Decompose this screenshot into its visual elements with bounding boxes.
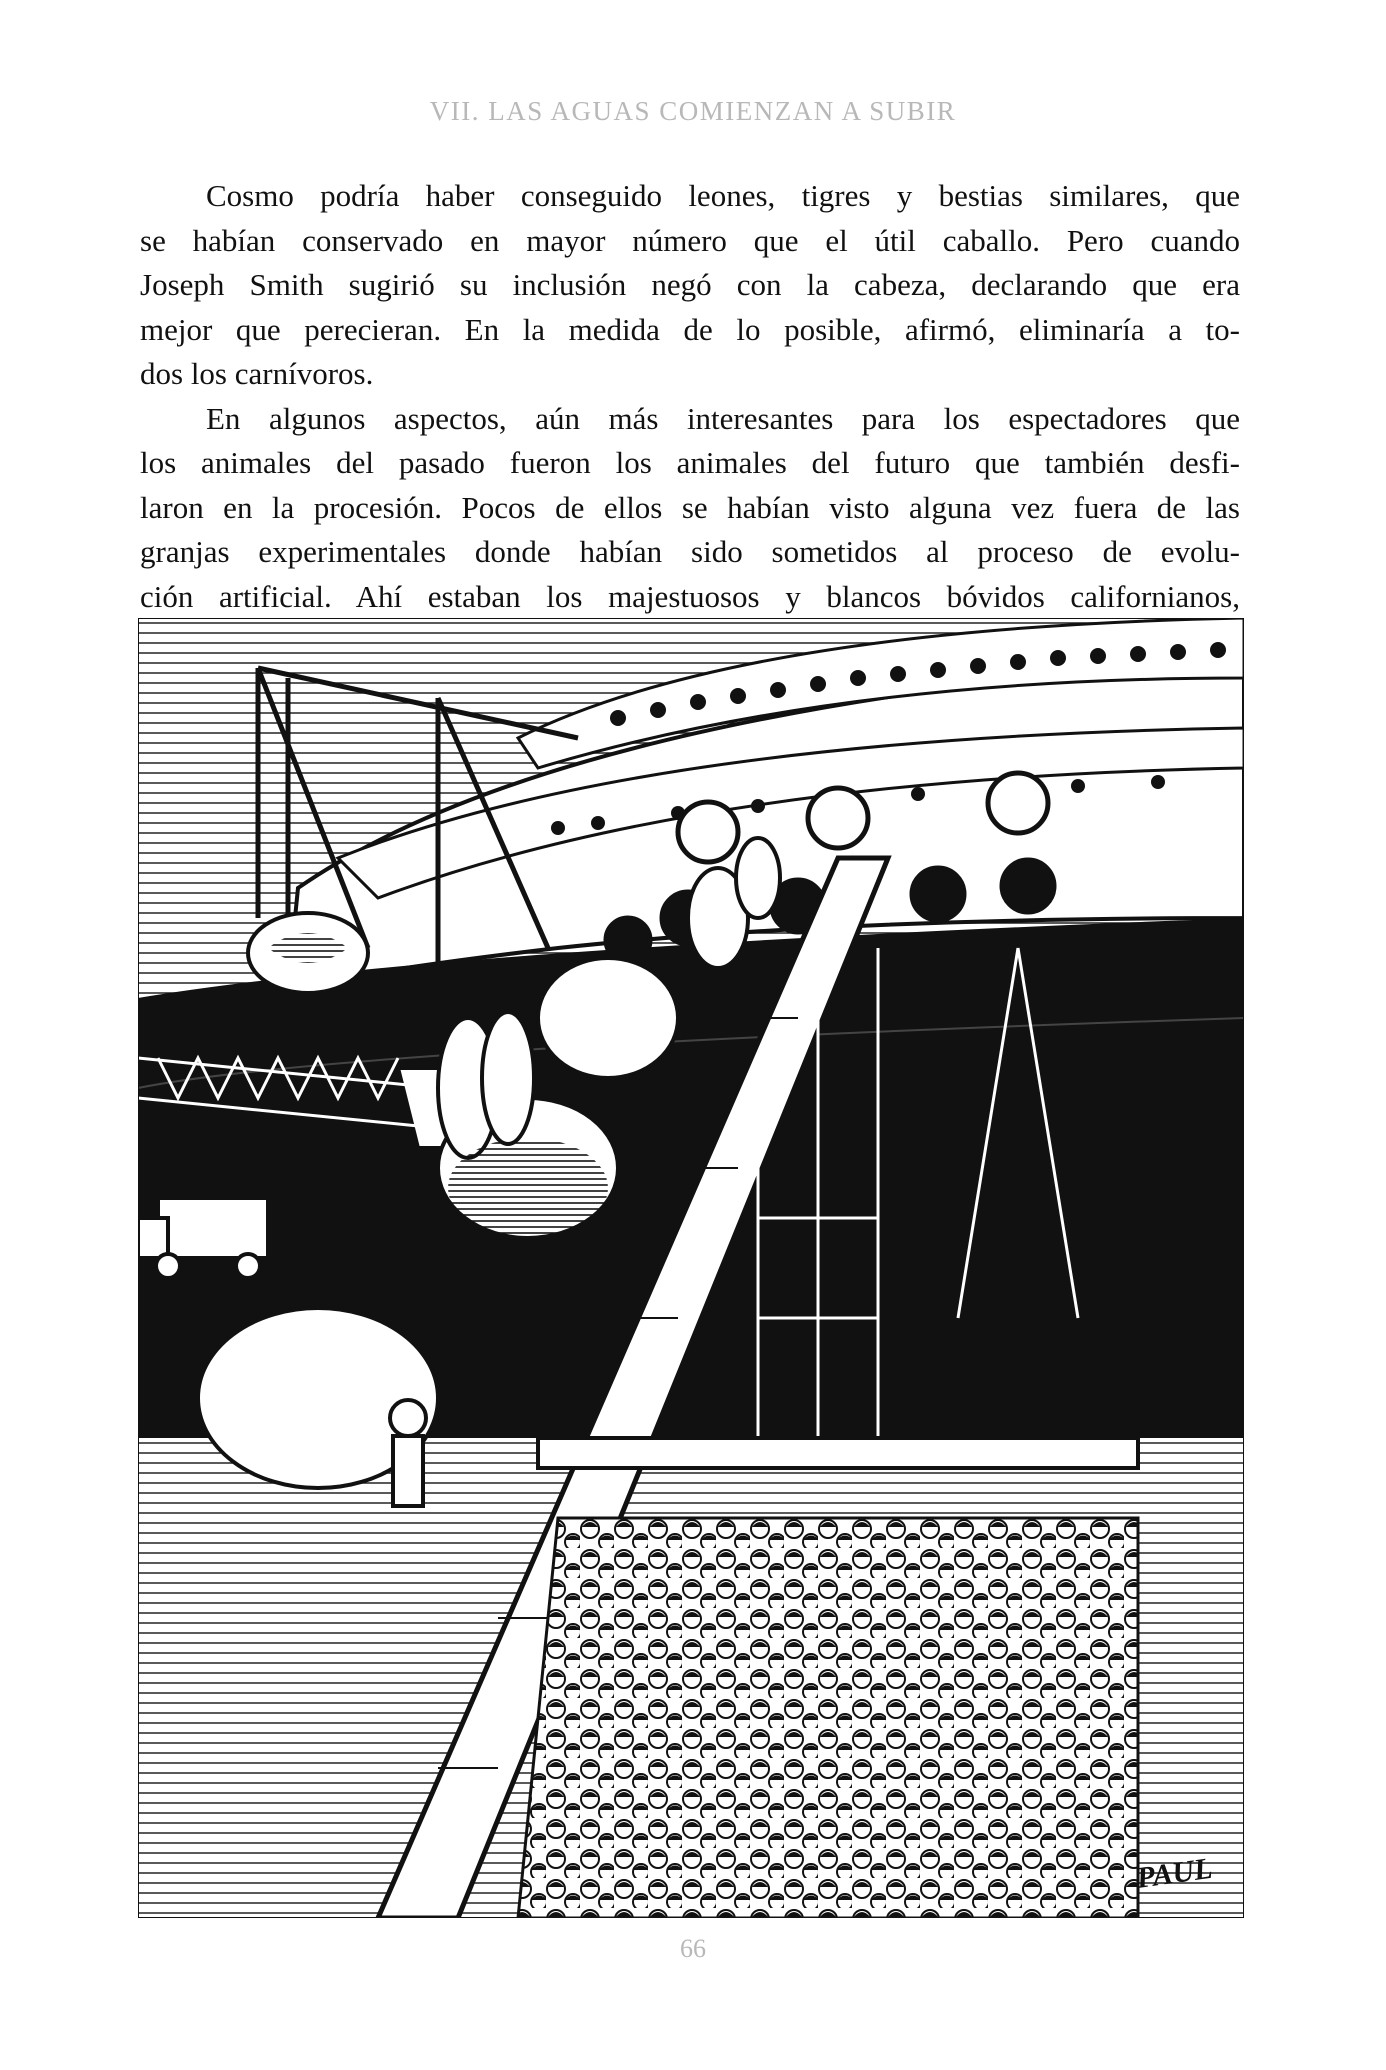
camel-2 [736,838,780,918]
running-head: VII. LAS AGUAS COMIENZAN A SUBIR [429,96,957,126]
paragraph-1 [140,174,1240,397]
sheep [538,958,678,1078]
text-line: Joseph Smith sugirió su inclusión negó con la cabeza, declarando que era [140,267,1240,302]
text-line: En algunos aspectos, aún más interesantes para los espectadores que [206,400,1240,436]
bird-2 [482,1012,534,1144]
text-line: ción artificial. Ahí estaban los majestuosos y blancos bóvidos californianos, [140,578,1240,614]
paragraph-2 [140,397,1240,620]
text-line: dos los carnívoros. [140,356,374,391]
artist-signature: PAUL [1134,1851,1215,1895]
text-line: laron en la procesión. Pocos de ellos se habían visto alguna vez fuera de las [140,489,1240,525]
page-number: 66 [680,1934,706,1963]
text-line: granjas experimentales donde habían sido sometidos al proceso de evolu- [140,534,1240,569]
text-line: se habían conservado en mayor número que el útil caballo. Pero cuando [140,222,1240,258]
crowd [518,1518,1138,1918]
handler [390,1400,426,1506]
text-line: Cosmo podría haber conseguido leones, tigres y bestias similares, que [206,178,1240,213]
body-text [140,174,1240,619]
text-line: los animales del pasado fueron los animales del futuro que también desfi- [140,445,1240,480]
ark-boarding-illustration [138,618,1244,1918]
platform [538,1438,1138,1468]
text-line: mejor que perecieran. En la medida de lo posible, afirmó, eliminaría a to- [140,311,1240,347]
